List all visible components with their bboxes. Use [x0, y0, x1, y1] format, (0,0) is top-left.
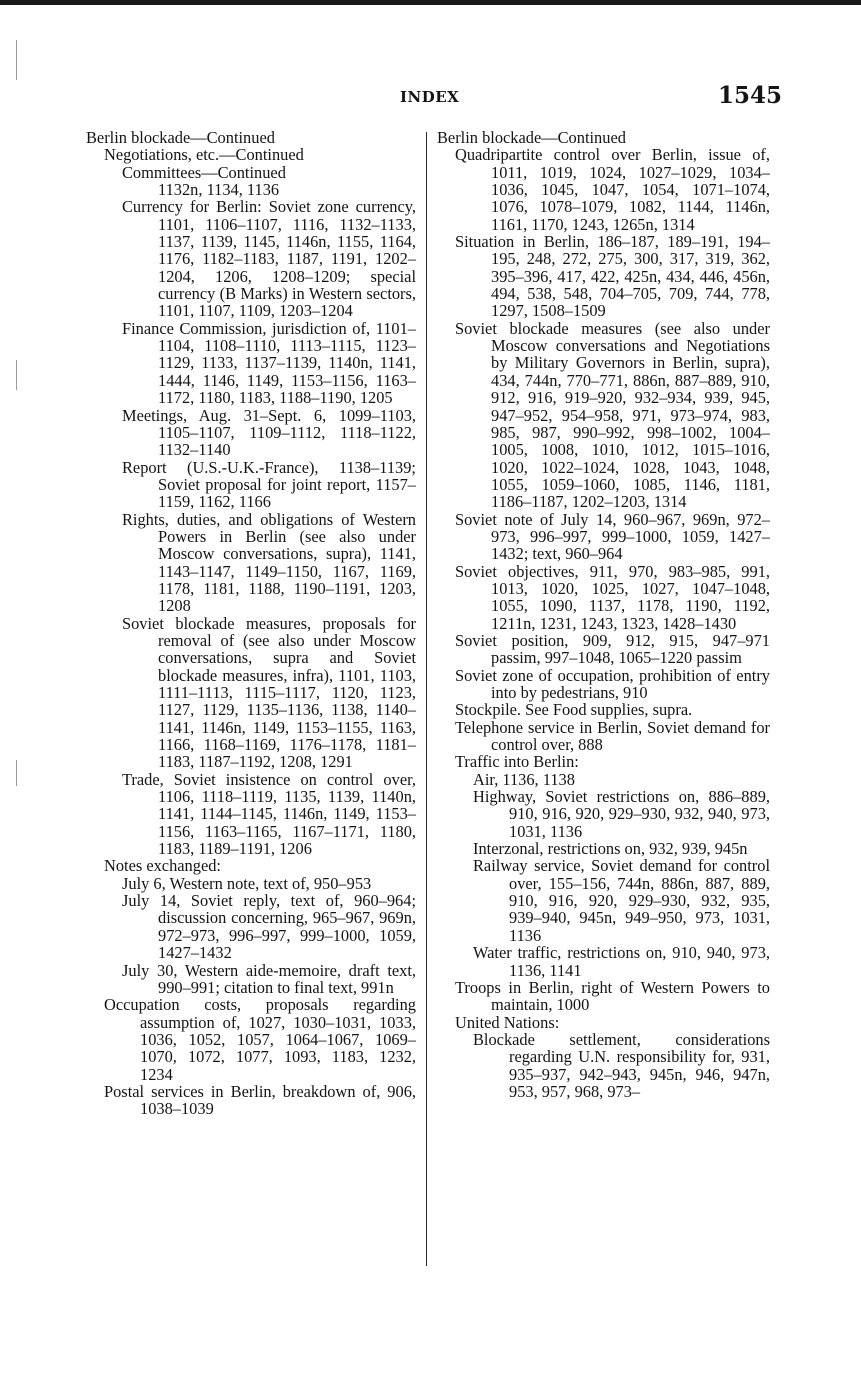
- right-entries: [437, 146, 770, 1100]
- index-heading: Berlin blockade—Continued: [86, 128, 275, 147]
- index-entry: Notes exchanged:: [104, 856, 221, 876]
- index-entry: Meetings, Aug. 31–Sept. 6, 1099–1103, 1105–1107, 1109–1112, 1118–1122, 1132–1140: [122, 405, 416, 460]
- index-entry: Soviet blockade measures (see also under Moscow conversations and Negotiations by Military Governors in Berlin, supra), 434, 744n, 770–771, 886n, 887–889, 910, 912, 916, 919–920, 932–934, 939, 945, 947–952, 954–958, 971, 973–974, 983, 985, 987, 990–992, 998–1002, 1004–1005, 1008, 1010, 1012, 1015–1016, 1020, 1022–1024, 1028, 1043, 1048, 1055, 1059–1060, 1085, 1146, 1181, 1186–1187, 1202–1203, 1314: [455, 318, 770, 512]
- index-entry: Interzonal, restrictions on, 932, 939, 945n: [473, 839, 748, 859]
- index-entry: Telephone service in Berlin, Soviet demand for control over, 888: [455, 717, 770, 755]
- index-entry: Trade, Soviet insistence on control over, 1106, 1118–1119, 1135, 1139, 1140n, 1141, 1144–1145, 1146n, 1149, 1153–1156, 1163–1165, 1167–1171, 1180, 1183, 1189–1191, 1206: [122, 769, 416, 859]
- page-header: [0, 84, 861, 114]
- index-entry: Soviet position, 909, 912, 915, 947–971 passim, 997–1048, 1065–1220 passim: [455, 630, 770, 668]
- index-entry: Highway, Soviet restrictions on, 886–889, 910, 916, 920, 929–930, 932, 940, 973, 1031, 1136: [473, 787, 770, 841]
- index-entry: Air, 1136, 1138: [473, 769, 575, 789]
- index-entry: Water traffic, restrictions on, 910, 940, 973, 1136, 1141: [473, 943, 770, 980]
- index-entry: Soviet objectives, 911, 970, 983–985, 991, 1013, 1020, 1025, 1027, 1047–1048, 1055, 1090, 1137, 1178, 1190, 1192, 1211n, 1231, 1243, 1323, 1428–1430: [455, 561, 770, 633]
- index-entry: Finance Commission, jurisdiction of, 1101–1104, 1108–1110, 1113–1115, 1123–1129, 1133, 1137–1139, 1140n, 1141, 1444, 1146, 1149, 1153–1156, 1163–1172, 1180, 1183, 1188–1190, 1205: [122, 318, 416, 408]
- index-entry: July 14, Soviet reply, text of, 960–964; discussion concerning, 965–967, 969n, 972–973, 996–997, 999–1000, 1059, 1427–1432: [122, 891, 416, 963]
- index-entry: Currency for Berlin: Soviet zone currency, 1101, 1106–1107, 1116, 1132–1133, 1137, 1139, 1145, 1146n, 1155, 1164, 1176, 1182–1183, 1187, 1191, 1202–1204, 1206, 1208–1209; special currency (B Marks) in Western sectors, 1101, 1107, 1109, 1203–1204: [122, 197, 416, 321]
- scan-border-top: [0, 0, 861, 5]
- index-entry: Rights, duties, and obligations of Western Powers in Berlin (see also under Moscow conversations, supra), 1141, 1143–1147, 1149–1150, 1167, 1169, 1178, 1181, 1188, 1190–1191, 1203, 1208: [122, 509, 416, 616]
- index-entry: July 30, Western aide-memoire, draft text, 990–991; citation to final text, 991n: [122, 960, 416, 997]
- scan-edge-mark: [16, 360, 17, 390]
- index-heading: Berlin blockade—Continued: [437, 128, 626, 147]
- index-entry: United Nations:: [455, 1012, 560, 1032]
- index-entry: Quadripartite control over Berlin, issue of, 1011, 1019, 1024, 1027–1029, 1034–1036, 1045, 1047, 1054, 1071–1074, 1076, 1078–1079, 1082, 1144, 1146n, 1161, 1170, 1243, 1265n, 1314: [455, 145, 770, 234]
- column-divider: [426, 132, 427, 1266]
- index-entry: Report (U.S.-U.K.-France), 1138–1139; Soviet proposal for joint report, 1157–1159, 1162, 1166: [122, 457, 416, 512]
- index-entry: Railway service, Soviet demand for control over, 155–156, 744n, 886n, 887, 889, 910, 916, 920, 929–930, 932, 935, 939–940, 945n, 949–950, 973, 1031, 1136: [473, 856, 770, 945]
- index-entry: Occupation costs, proposals regarding assumption of, 1027, 1030–1031, 1033, 1036, 1052, 1057, 1064–1067, 1069–1070, 1072, 1077, 1093, 1183, 1232, 1234: [104, 995, 416, 1084]
- scan-edge-mark: [16, 40, 17, 80]
- index-entry: Traffic into Berlin:: [455, 752, 579, 772]
- right-column: [437, 129, 770, 1100]
- index-entry: Soviet blockade measures, proposals for removal of (see also under Moscow conversations, supra and Soviet blockade measures, infra), 1101, 1103, 1111–1113, 1115–1117, 1120, 1123, 1127, 1129, 1135–1136, 1138, 1140–1141, 1146n, 1149, 1153–1155, 1163, 1166, 1168–1169, 1176–1178, 1181–1183, 1187–1192, 1208, 1291: [122, 613, 416, 772]
- scan-edge-mark: [16, 760, 17, 786]
- index-entry: Soviet zone of occupation, prohibition of entry into by pedestrians, 910: [455, 665, 770, 702]
- index-entry: Postal services in Berlin, breakdown of, 906, 1038–1039: [104, 1081, 416, 1119]
- page-number: 1545: [718, 82, 783, 109]
- index-subheading: Negotiations, etc.—Continued: [104, 145, 304, 165]
- left-column: [86, 129, 416, 1118]
- index-entry: July 6, Western note, text of, 950–953: [122, 873, 372, 893]
- running-title: INDEX: [400, 88, 460, 106]
- index-entry: Blockade settlement, considerations regarding U.N. responsibility for, 931, 935–937, 942–943, 945n, 946, 947n, 953, 957, 968, 973–: [473, 1029, 770, 1101]
- left-entries: [86, 198, 416, 1117]
- index-entry: Soviet note of July 14, 960–967, 969n, 972–973, 996–997, 999–1000, 1059, 1427–1432; text, 960–964: [455, 509, 770, 564]
- index-subheading: Committees—Continued: [122, 162, 286, 182]
- index-entry: Stockpile. See Food supplies, supra.: [455, 700, 693, 720]
- index-continued-refs: 1132n, 1134, 1136: [158, 180, 280, 200]
- index-entry: Troops in Berlin, right of Western Powers to maintain, 1000: [455, 977, 770, 1015]
- index-entry: Situation in Berlin, 186–187, 189–191, 194–195, 248, 272, 275, 300, 317, 319, 362, 395–396, 417, 422, 425n, 434, 446, 456n, 494, 538, 548, 704–705, 709, 744, 778, 1297, 1508–1509: [455, 232, 770, 321]
